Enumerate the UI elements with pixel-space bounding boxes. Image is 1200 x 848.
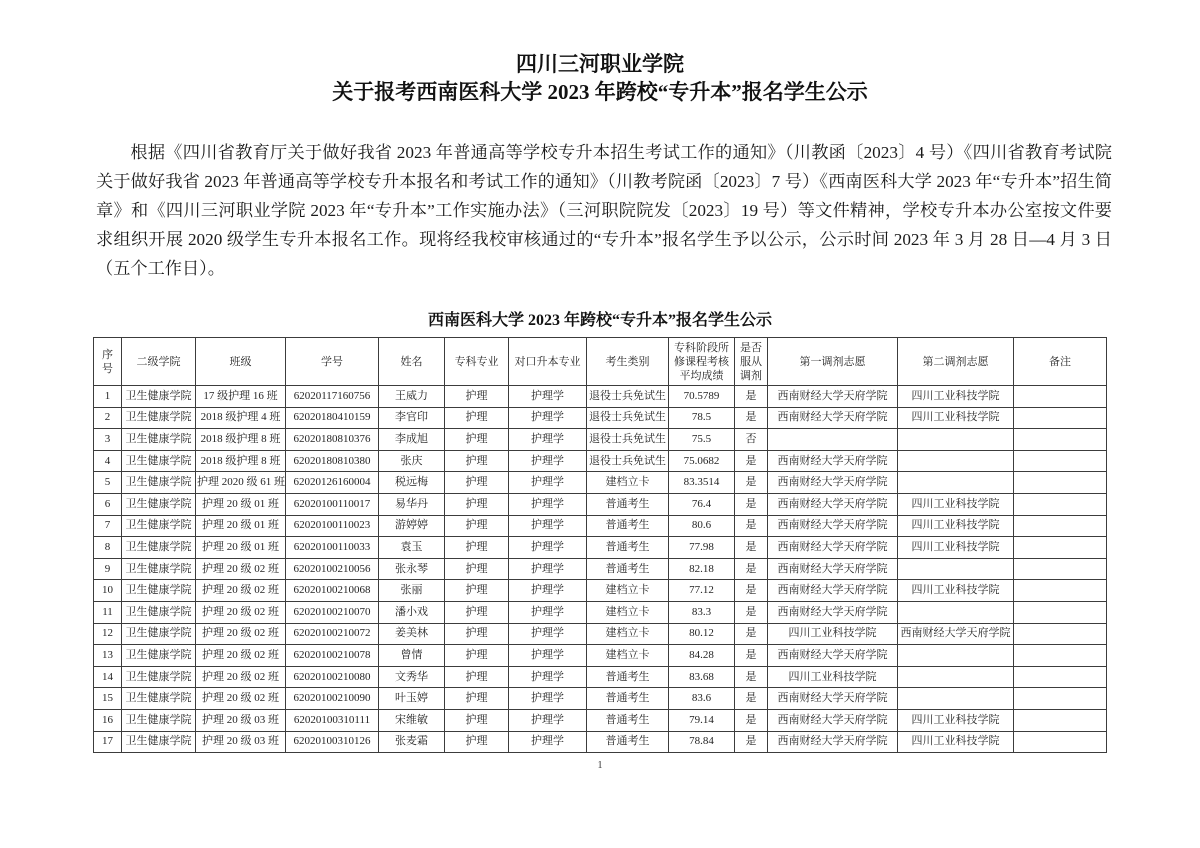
table-cell: 62020100110023 [286,515,379,537]
table-cell: 护理 20 级 03 班 [196,709,286,731]
table-cell: 建档立卡 [587,645,669,667]
table-cell: 70.5789 [669,386,735,408]
table-cell: 王威力 [379,386,445,408]
header-cell: 学号 [286,338,379,386]
table-cell: 护理学 [509,537,587,559]
table-cell [1014,731,1107,753]
table-cell [1014,601,1107,623]
table-cell: 西南财经大学天府学院 [898,623,1014,645]
table-cell [898,450,1014,472]
table-cell: 护理 [445,537,509,559]
header-cell: 是否服从调剂 [735,338,768,386]
table-cell [1014,429,1107,451]
table-cell: 护理 20 级 01 班 [196,493,286,515]
table-body [94,386,1107,753]
table-row [94,666,1107,688]
table-row [94,472,1107,494]
table-cell: 护理 [445,429,509,451]
table-cell: 卫生健康学院 [122,688,196,710]
table-cell: 83.68 [669,666,735,688]
table-cell [898,645,1014,667]
table-cell: 卫生健康学院 [122,386,196,408]
table-cell: 西南财经大学天府学院 [768,601,898,623]
table-cell: 10 [94,580,122,602]
table-cell: 卫生健康学院 [122,493,196,515]
table-cell [1014,709,1107,731]
header-cell: 第二调剂志愿 [898,338,1014,386]
students-table [93,337,1107,753]
table-cell: 建档立卡 [587,472,669,494]
table-cell: 83.3 [669,601,735,623]
table-cell: 16 [94,709,122,731]
table-cell: 62020100110017 [286,493,379,515]
header-cell: 考生类别 [587,338,669,386]
table-cell: 2 [94,407,122,429]
table-cell [1014,623,1107,645]
table-cell: 62020100310126 [286,731,379,753]
table-cell [1014,580,1107,602]
table-cell: 建档立卡 [587,580,669,602]
table-cell: 62020100310111 [286,709,379,731]
table-cell: 退役士兵免试生 [587,386,669,408]
table-caption: 西南医科大学 2023 年跨校“专升本”报名学生公示 [427,312,772,329]
table-cell: 80.12 [669,623,735,645]
table-cell [1014,493,1107,515]
table-cell: 退役士兵免试生 [587,407,669,429]
table-cell: 曾情 [379,645,445,667]
table-cell: 护理 20 级 02 班 [196,580,286,602]
table-cell: 是 [735,709,768,731]
table-row [94,709,1107,731]
table-header [94,338,1107,386]
table-cell: 78.84 [669,731,735,753]
table-cell: 62020100110033 [286,537,379,559]
table-cell: 护理 [445,450,509,472]
table-cell: 游婷婷 [379,515,445,537]
table-cell: 护理学 [509,709,587,731]
table-cell: 6 [94,493,122,515]
table-row [94,623,1107,645]
table-cell: 15 [94,688,122,710]
table-cell: 护理 [445,645,509,667]
table-cell [898,688,1014,710]
table-cell: 是 [735,558,768,580]
table-cell [1014,688,1107,710]
header-cell: 班级 [196,338,286,386]
table-cell [1014,558,1107,580]
page-number: 1 [597,760,603,772]
table-row [94,537,1107,559]
table-cell: 护理 [445,688,509,710]
table-cell: 13 [94,645,122,667]
table-cell: 护理 [445,407,509,429]
table-cell: 卫生健康学院 [122,558,196,580]
table-cell: 卫生健康学院 [122,407,196,429]
table-cell: 是 [735,450,768,472]
table-cell: 张丽 [379,580,445,602]
table-cell: 潘小戏 [379,601,445,623]
table-cell: 是 [735,493,768,515]
table-cell: 是 [735,731,768,753]
table-cell: 62020126160004 [286,472,379,494]
table-cell: 普通考生 [587,558,669,580]
table-cell: 护理 20 级 01 班 [196,537,286,559]
table-cell: 普通考生 [587,688,669,710]
table-cell: 普通考生 [587,709,669,731]
table-cell: 62020100210078 [286,645,379,667]
table-cell: 西南财经大学天府学院 [768,386,898,408]
table-cell: 四川工业科技学院 [898,386,1014,408]
table-cell: 护理 [445,472,509,494]
table-cell: 李成旭 [379,429,445,451]
table-cell: 护理 [445,515,509,537]
table-cell: 护理学 [509,493,587,515]
table-cell: 护理 20 级 02 班 [196,623,286,645]
table-cell: 是 [735,666,768,688]
table-cell: 护理学 [509,472,587,494]
table-cell: 护理 [445,601,509,623]
table-cell [1014,386,1107,408]
header-row [94,338,1107,386]
table-cell: 是 [735,580,768,602]
table-cell: 西南财经大学天府学院 [768,407,898,429]
table-cell: 62020100210056 [286,558,379,580]
table-cell: 护理学 [509,407,587,429]
table-cell: 80.6 [669,515,735,537]
table-cell: 2018 级护理 4 班 [196,407,286,429]
table-cell: 护理 [445,666,509,688]
table-cell: 护理 [445,623,509,645]
table-cell: 普通考生 [587,493,669,515]
table-cell: 卫生健康学院 [122,450,196,472]
table-cell: 83.6 [669,688,735,710]
table-cell: 张麦霜 [379,731,445,753]
table-cell: 护理 20 级 02 班 [196,645,286,667]
table-cell [1014,515,1107,537]
table-cell: 是 [735,407,768,429]
table-cell [898,472,1014,494]
table-cell: 62020100210080 [286,666,379,688]
table-cell [898,666,1014,688]
table-row [94,386,1107,408]
table-row [94,429,1107,451]
table-cell: 护理 [445,731,509,753]
table-cell: 四川工业科技学院 [898,709,1014,731]
header-cell: 专科阶段所修课程考核平均成绩 [669,338,735,386]
table-cell: 62020117160756 [286,386,379,408]
table-cell: 护理学 [509,515,587,537]
table-cell: 普通考生 [587,515,669,537]
table-cell: 护理 20 级 02 班 [196,688,286,710]
table-row [94,515,1107,537]
table-cell: 文秀华 [379,666,445,688]
table-cell: 2018 级护理 8 班 [196,429,286,451]
table-cell: 11 [94,601,122,623]
table-cell: 护理 [445,580,509,602]
table-cell [898,558,1014,580]
table-cell: 西南财经大学天府学院 [768,709,898,731]
table-cell: 四川工业科技学院 [898,493,1014,515]
table-row [94,407,1107,429]
table-cell: 卫生健康学院 [122,537,196,559]
header-cell: 专科专业 [445,338,509,386]
table-cell: 西南财经大学天府学院 [768,450,898,472]
table-cell: 护理学 [509,558,587,580]
table-cell: 李官印 [379,407,445,429]
table-cell: 62020180410159 [286,407,379,429]
table-cell: 17 级护理 16 班 [196,386,286,408]
table-cell [1014,407,1107,429]
table-cell [898,429,1014,451]
table-cell: 建档立卡 [587,601,669,623]
table-cell: 姜美林 [379,623,445,645]
table-cell: 76.4 [669,493,735,515]
table-cell: 是 [735,601,768,623]
table-cell [768,429,898,451]
intro-paragraph: 根据《四川省教育厅关于做好我省 2023 年普通高等学校专升本招生考试工作的通知》（川教函〔2023〕4 号）《四川省教育考试院关于做好我省 2023 年普通高等学校专升本报名和考试工作的通知》（川教考院函〔2023〕7 号）《西南医科大学 2023 年“专升本”招生简章》和《四川三河职业学院 2023 年“专升本”工作实施办法》（三河职院院发〔2023〕19 号）等文件精神，学校专升本办公室按文件要求组织开展 2020 级学生专升本报名工作。现将经我校审核通过的“专升本”报名学生予以公示，公示时间 2023 年 3 月 28 日—4 月 3 日（五个工作日）。 [96,143,1112,278]
table-cell: 卫生健康学院 [122,731,196,753]
table-cell [898,601,1014,623]
table-cell: 西南财经大学天府学院 [768,580,898,602]
table-row [94,731,1107,753]
table-cell: 62020100210090 [286,688,379,710]
table-cell: 卫生健康学院 [122,645,196,667]
table-cell: 普通考生 [587,731,669,753]
table-cell: 张永琴 [379,558,445,580]
table-cell: 62020100210072 [286,623,379,645]
table-cell: 82.18 [669,558,735,580]
table-cell: 宋维敏 [379,709,445,731]
table-cell: 是 [735,623,768,645]
table-row [94,688,1107,710]
table-cell: 14 [94,666,122,688]
table-cell: 护理 [445,386,509,408]
table-cell: 四川工业科技学院 [898,537,1014,559]
table-cell: 护理学 [509,580,587,602]
table-cell: 护理 20 级 03 班 [196,731,286,753]
table-cell: 卫生健康学院 [122,601,196,623]
table-cell: 西南财经大学天府学院 [768,645,898,667]
table-cell: 税远梅 [379,472,445,494]
table-cell: 护理学 [509,450,587,472]
table-cell: 是 [735,472,768,494]
table-cell: 是 [735,537,768,559]
table-cell: 否 [735,429,768,451]
table-cell: 四川工业科技学院 [768,623,898,645]
table-cell: 西南财经大学天府学院 [768,472,898,494]
table-cell: 是 [735,515,768,537]
table-cell: 护理学 [509,429,587,451]
table-cell: 西南财经大学天府学院 [768,731,898,753]
table-cell: 普通考生 [587,666,669,688]
table-cell: 护理 20 级 02 班 [196,558,286,580]
table-cell: 护理 [445,558,509,580]
table-cell: 卫生健康学院 [122,666,196,688]
table-cell [1014,666,1107,688]
table-cell: 护理学 [509,666,587,688]
header-cell: 第一调剂志愿 [768,338,898,386]
table-cell: 卫生健康学院 [122,515,196,537]
table-cell: 退役士兵免试生 [587,429,669,451]
table-cell: 易华丹 [379,493,445,515]
table-cell: 75.5 [669,429,735,451]
table-cell: 9 [94,558,122,580]
table-cell: 四川工业科技学院 [768,666,898,688]
header-cell: 备注 [1014,338,1107,386]
table-cell: 卫生健康学院 [122,623,196,645]
document-title-line1: 四川三河职业学院 [516,52,684,76]
table-cell: 12 [94,623,122,645]
table-cell [1014,472,1107,494]
table-row [94,450,1107,472]
table-cell: 是 [735,386,768,408]
table-cell: 护理学 [509,386,587,408]
table-cell: 西南财经大学天府学院 [768,493,898,515]
table-row [94,493,1107,515]
table-cell [1014,537,1107,559]
header-cell: 序号 [94,338,122,386]
table-cell: 护理学 [509,623,587,645]
table-cell: 卫生健康学院 [122,472,196,494]
table-cell: 袁玉 [379,537,445,559]
table-cell: 卫生健康学院 [122,580,196,602]
table-cell: 护理 20 级 01 班 [196,515,286,537]
table-cell: 张庆 [379,450,445,472]
table-cell: 四川工业科技学院 [898,515,1014,537]
table-cell: 四川工业科技学院 [898,407,1014,429]
table-cell: 77.98 [669,537,735,559]
table-cell: 5 [94,472,122,494]
table-cell: 是 [735,688,768,710]
table-cell: 77.12 [669,580,735,602]
table-cell: 79.14 [669,709,735,731]
table-cell: 8 [94,537,122,559]
table-cell: 护理 [445,493,509,515]
table-cell: 4 [94,450,122,472]
table-row [94,580,1107,602]
table-row [94,645,1107,667]
table-cell: 是 [735,645,768,667]
table-cell: 84.28 [669,645,735,667]
table-cell: 叶玉婷 [379,688,445,710]
table-cell: 退役士兵免试生 [587,450,669,472]
table-cell: 83.3514 [669,472,735,494]
table-row [94,558,1107,580]
table-cell: 卫生健康学院 [122,709,196,731]
table-cell: 西南财经大学天府学院 [768,688,898,710]
table-cell: 护理学 [509,601,587,623]
table-cell: 护理学 [509,645,587,667]
table-cell: 四川工业科技学院 [898,580,1014,602]
document-title-line2: 关于报考西南医科大学 2023 年跨校“专升本”报名学生公示 [332,80,868,104]
table-cell: 四川工业科技学院 [898,731,1014,753]
table-cell: 护理 [445,709,509,731]
document-title [0,0,1200,106]
table-cell: 西南财经大学天府学院 [768,558,898,580]
table-cell [1014,450,1107,472]
table-cell: 护理 20 级 02 班 [196,601,286,623]
table-cell: 护理学 [509,731,587,753]
table-cell: 78.5 [669,407,735,429]
table-cell: 7 [94,515,122,537]
table-cell: 护理 2020 级 61 班 [196,472,286,494]
table-cell: 62020180810380 [286,450,379,472]
table-cell [1014,645,1107,667]
header-cell: 二级学院 [122,338,196,386]
table-cell: 62020100210070 [286,601,379,623]
table-cell: 西南财经大学天府学院 [768,537,898,559]
table-row [94,601,1107,623]
table-cell: 75.0682 [669,450,735,472]
table-cell: 卫生健康学院 [122,429,196,451]
table-cell: 2018 级护理 8 班 [196,450,286,472]
table-cell: 西南财经大学天府学院 [768,515,898,537]
header-cell: 姓名 [379,338,445,386]
table-cell: 护理 20 级 02 班 [196,666,286,688]
table-cell: 62020180810376 [286,429,379,451]
table-cell: 62020100210068 [286,580,379,602]
header-cell: 对口升本专业 [509,338,587,386]
table-cell: 普通考生 [587,537,669,559]
table-cell: 1 [94,386,122,408]
table-cell: 护理学 [509,688,587,710]
table-cell: 3 [94,429,122,451]
table-cell: 建档立卡 [587,623,669,645]
table-cell: 17 [94,731,122,753]
